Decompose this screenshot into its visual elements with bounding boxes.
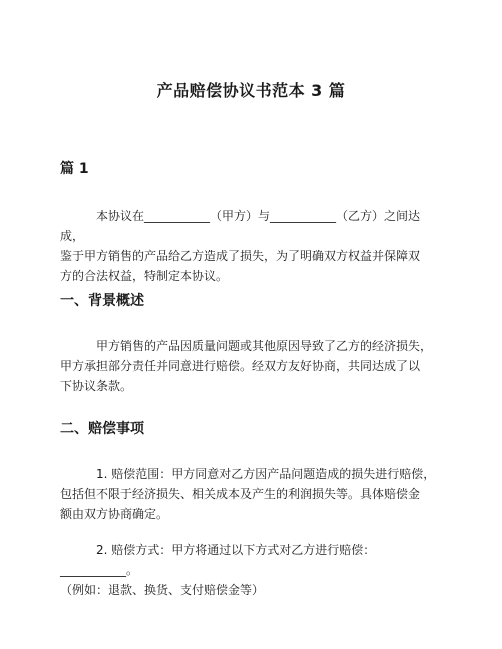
compensation-item-2 [60,540,442,600]
intro-line-3: 方的合法权益，特制定本协议。 [60,269,229,283]
item2-line-2: （例如：退款、换货、支付赔偿金等） [60,583,265,597]
section-heading-background: 一、背景概述 [60,293,144,309]
background-line-3: 下协议条款。 [60,379,133,393]
intro-line-1: 本协议在___________（甲方）与___________（乙方）之间达成， [60,209,421,243]
background-paragraph [60,336,442,396]
section-heading-compensation: 二、赔偿事项 [60,421,144,437]
intro-line-2: 鉴于甲方销售的产品给乙方造成了损失，为了明确双方权益并保障双 [60,249,421,263]
compensation-item-1 [60,464,442,524]
item1-line-2: 包括但不限于经济损失、相关成本及产生的利润损失等。具体赔偿金 [60,487,421,501]
item2-line-1: 2. 赔偿方式：甲方将通过以下方式对乙方进行赔偿：___________。 [60,543,376,577]
item1-line-3: 额由双方协商确定。 [60,507,169,521]
background-line-2: 甲方承担部分责任并同意进行赔偿。经双方友好协商，共同达成了以 [60,359,421,373]
document-title: 产品赔偿协议书范本 3 篇 [156,81,346,100]
section-heading-part1: 篇 1 [60,161,89,177]
background-line-1: 甲方销售的产品因质量问题或其他原因导致了乙方的经济损失， [96,339,433,353]
intro-paragraph [60,206,442,286]
item1-line-1: 1. 赔偿范围：甲方同意对乙方因产品问题造成的损失进行赔偿， [96,467,436,481]
